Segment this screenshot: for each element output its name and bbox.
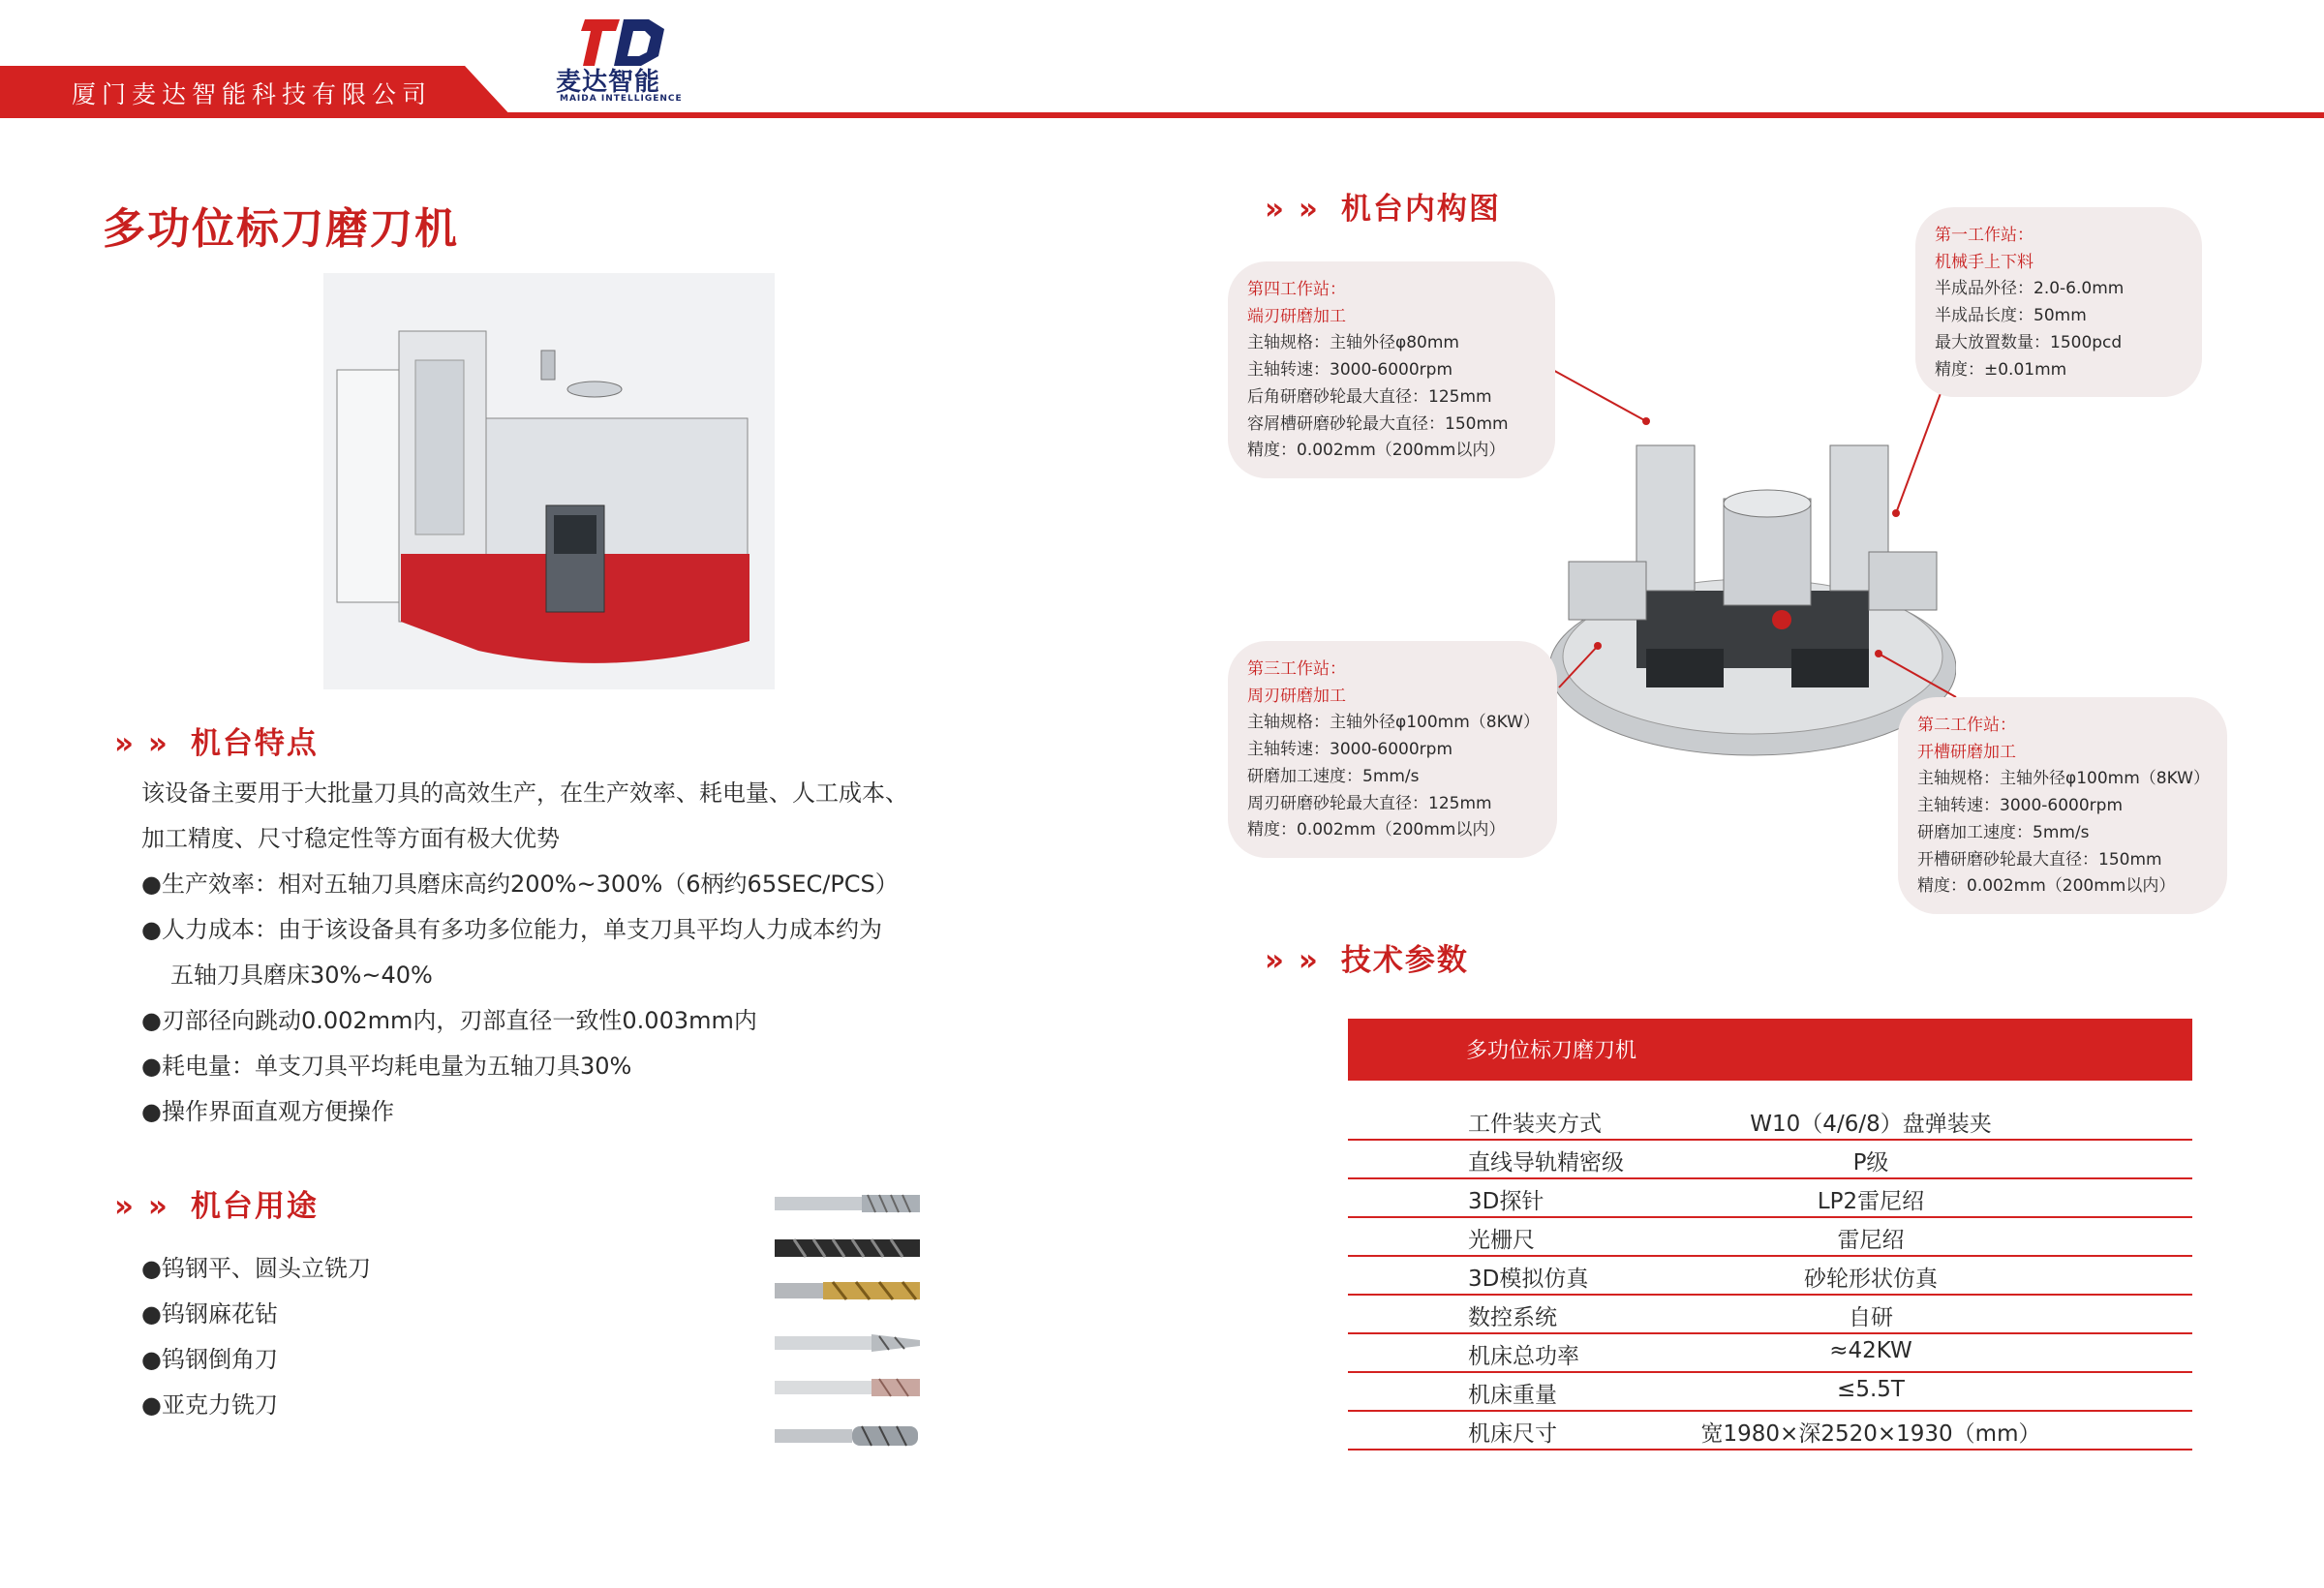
callout-connectors: [1511, 320, 1975, 726]
use-item: ●亚克力铣刀: [141, 1391, 278, 1419]
acrylic-cutter-icon: [775, 1373, 928, 1402]
table-row: [1348, 1332, 2192, 1373]
spec-key: 机床尺寸: [1468, 1421, 1557, 1447]
table-row: [1348, 1139, 2192, 1179]
callout-line: 半成品外径：2.0-6.0mm: [1935, 279, 2125, 299]
features-line: 该设备主要用于大批量刀具的高效生产，在生产效率、耗电量、人工成本、: [141, 779, 908, 807]
machine-illustration: [323, 273, 775, 689]
features-line: ●刃部径向跳动0.002mm内，刃部直径一致性0.003mm内: [141, 1007, 757, 1034]
spec-key: 工件装夹方式: [1468, 1112, 1602, 1137]
spec-value: W10（4/6/8）盘弹装夹: [1750, 1112, 1992, 1137]
callout-subheading: 端刃研磨加工: [1247, 306, 1346, 326]
callout-line: 半成品长度：50mm: [1935, 306, 2087, 326]
spec-value: 砂轮形状仿真: [1804, 1267, 1938, 1292]
table-row: [1348, 1410, 2192, 1451]
callout-line: 主轴规格：主轴外径φ80mm: [1247, 333, 1459, 353]
spec-key: 直线导轨精密级: [1468, 1150, 1624, 1176]
callout-heading: 第四工作站：: [1247, 280, 1346, 299]
use-item: ●钨钢倒角刀: [141, 1346, 278, 1373]
table-row: [1348, 1255, 2192, 1296]
spec-key: 机床总功率: [1468, 1344, 1579, 1369]
callout-station-1: [1915, 207, 2202, 397]
structure-title-label: 机台内构图: [1340, 192, 1501, 227]
callout-line: 开槽研磨砂轮最大直径：150mm: [1917, 849, 2162, 870]
chevron-right-icon: » »: [114, 1189, 169, 1224]
chevron-right-icon: » »: [114, 726, 169, 761]
spec-value: ≤5.5T: [1837, 1377, 1905, 1402]
header-rule: [504, 112, 2324, 118]
section-title-specs: [1265, 935, 1469, 979]
spec-value: 自研: [1849, 1305, 1893, 1330]
callout-line: 后角研磨砂轮最大直径：125mm: [1247, 386, 1492, 407]
callout-heading: 第二工作站：: [1917, 716, 2016, 735]
spec-value: 宽1980×深2520×1930（mm）: [1700, 1421, 2041, 1447]
chevron-right-icon: » »: [1265, 192, 1320, 227]
callout-line: 容屑槽研磨砂轮最大直径：150mm: [1247, 413, 1509, 434]
features-line: ●耗电量：单支刀具平均耗电量为五轴刀具30%: [141, 1053, 632, 1080]
section-title-features: [114, 718, 319, 762]
callout-subheading: 开槽研磨加工: [1917, 742, 2016, 762]
callout-line: 主轴转速：3000-6000rpm: [1247, 740, 1453, 760]
callout-line: 主轴规格：主轴外径φ100mm（8KW）: [1247, 713, 1540, 733]
features-line: ●人力成本：由于该设备具有多功多位能力，单支刀具平均人力成本约为: [141, 916, 882, 943]
page-title: 多功位标刀磨刀机: [103, 204, 459, 254]
features-line: 五轴刀具磨床30%~40%: [170, 962, 433, 989]
callout-heading: 第三工作站：: [1247, 659, 1346, 679]
table-row: [1348, 1371, 2192, 1412]
spec-value: LP2雷尼绍: [1817, 1189, 1925, 1214]
callout-heading: 第一工作站：: [1935, 226, 2034, 245]
features-line: 加工精度、尺寸稳定性等方面有极大优势: [141, 825, 560, 852]
spec-value: P级: [1852, 1150, 1889, 1176]
section-title-uses: [114, 1181, 319, 1225]
callout-line: 主轴转速：3000-6000rpm: [1917, 796, 2124, 816]
use-item: ●钨钢麻花钻: [141, 1300, 278, 1328]
callout-line: 精度：±0.01mm: [1935, 359, 2067, 380]
callout-line: 精度：0.002mm（200mm以内）: [1247, 820, 1506, 840]
spec-key: 3D模拟仿真: [1468, 1267, 1589, 1292]
logo-text-cn: 麦达智能: [556, 68, 661, 97]
twist-drill-icon: [775, 1276, 928, 1305]
callout-line: 最大放置数量：1500pcd: [1935, 332, 2123, 352]
callout-station-3: [1228, 641, 1557, 858]
callout-station-4: [1228, 261, 1555, 478]
callout-subheading: 机械手上下料: [1935, 252, 2034, 272]
logo-text-en: MAIDA INTELLIGENCE: [560, 94, 683, 104]
features-line: ●操作界面直观方便操作: [141, 1098, 394, 1125]
table-row: [1348, 1177, 2192, 1218]
features-line: ●生产效率：相对五轴刀具磨床高约200%~300%（6柄约65SEC/PCS）: [141, 870, 899, 898]
spec-value: 雷尼绍: [1837, 1228, 1905, 1253]
spec-key: 3D探针: [1468, 1189, 1544, 1214]
chamfer-drill-icon: [775, 1328, 928, 1358]
callout-line: 研磨加工速度：5mm/s: [1917, 822, 2090, 842]
callout-station-2: [1898, 697, 2227, 914]
end-mill-icon: [775, 1189, 928, 1218]
callout-line: 主轴规格：主轴外径φ100mm（8KW）: [1917, 769, 2210, 789]
callout-subheading: 周刃研磨加工: [1247, 686, 1346, 706]
callout-line: 研磨加工速度：5mm/s: [1247, 766, 1420, 786]
section-title-structure: [1265, 184, 1501, 228]
spec-table-title: 多功位标刀磨刀机: [1466, 1039, 1637, 1063]
uses-title-label: 机台用途: [190, 1189, 319, 1224]
use-item: ●钨钢平、圆头立铣刀: [141, 1255, 371, 1282]
ball-nose-mill-icon: [775, 1421, 928, 1451]
company-name: 厦门麦达智能科技有限公司: [72, 80, 433, 108]
spec-key: 光栅尺: [1468, 1228, 1535, 1253]
black-end-mill-icon: [775, 1234, 928, 1263]
spec-value: ≈42KW: [1829, 1338, 1912, 1363]
spec-key: 数控系统: [1468, 1305, 1557, 1330]
table-row: [1348, 1100, 2192, 1141]
features-title-label: 机台特点: [190, 726, 319, 761]
callout-line: 主轴转速：3000-6000rpm: [1247, 360, 1453, 381]
callout-line: 周刃研磨砂轮最大直径：125mm: [1247, 793, 1492, 813]
table-row: [1348, 1294, 2192, 1334]
maida-logo-icon: [581, 17, 668, 68]
spec-key: 机床重量: [1468, 1383, 1557, 1408]
callout-line: 精度：0.002mm（200mm以内）: [1917, 876, 2176, 897]
specs-title-label: 技术参数: [1340, 943, 1469, 978]
chevron-right-icon: » »: [1265, 943, 1320, 978]
callout-line: 精度：0.002mm（200mm以内）: [1247, 441, 1506, 461]
table-row: [1348, 1216, 2192, 1257]
